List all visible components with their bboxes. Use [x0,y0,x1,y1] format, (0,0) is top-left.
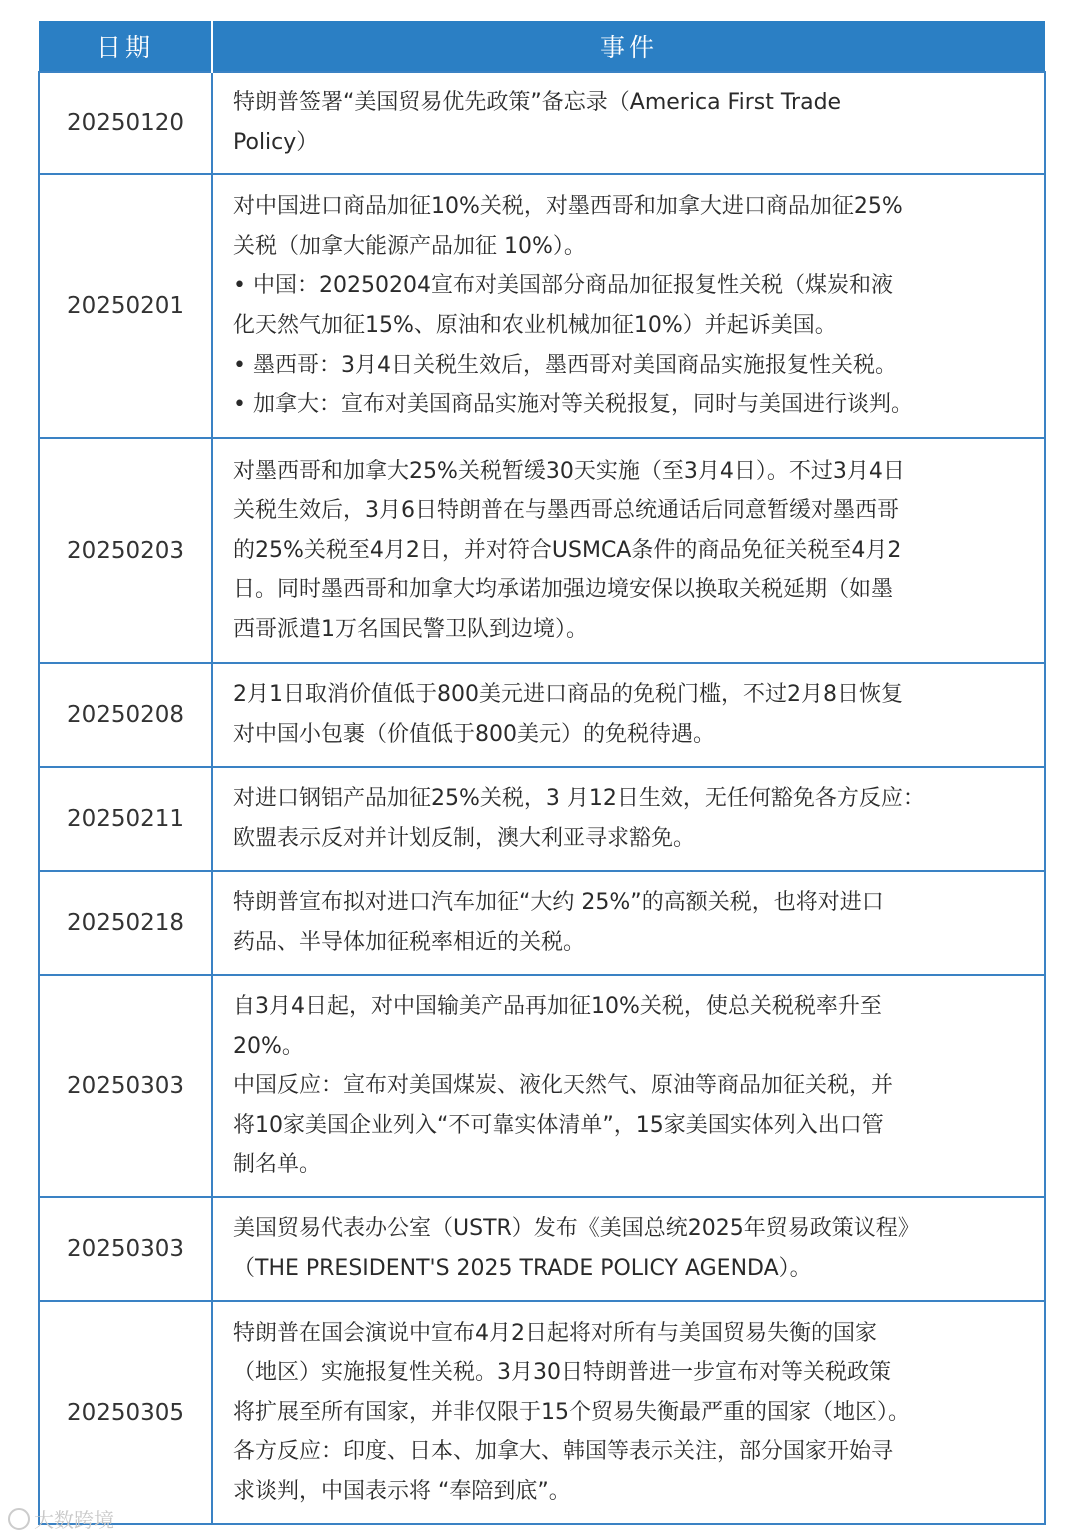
event-line: 自3月4日起，对中国输美产品再加征10%关税，使总关税税率升至 [233,994,882,1020]
event-line: 制名单。 [233,1152,322,1178]
event-line: 欧盟表示反对并计划反制，澳大利亚寻求豁免。 [233,826,696,851]
event-line: 特朗普宣布拟对进口汽车加征“大约 25%”的高额关税，也将对进口 [233,890,884,916]
event-line: 特朗普在国会演说中宣布4月2日起将对所有与美国贸易失衡的国家 [233,1320,877,1346]
event-line: 关税生效后，3月6日特朗普在与墨西哥总统通话后同意暂缓对墨西哥 [233,498,899,524]
row-event [212,975,1045,1197]
row-date: 20250208 [39,663,212,767]
event-line: 对进口钢铝产品加征25%关税，3 月12日生效，无任何豁免各方反应： [233,786,925,812]
event-column-header: 事件 [212,21,1045,72]
event-line: （地区）实施报复性关税。3月30日特朗普进一步宣布对等关税政策 [233,1360,891,1386]
table-row [39,871,1045,975]
row-event [212,438,1045,663]
row-date: 20250303 [39,975,212,1197]
row-date: 20250303 [39,1197,212,1301]
event-line: 将10家美国企业列入“不可靠实体清单”，15家美国实体列入出口管 [233,1112,884,1138]
row-event [212,871,1045,975]
row-event [212,174,1045,438]
event-line: 20%。 [233,1033,304,1059]
event-line: • 墨西哥：3月4日关税生效后，墨西哥对美国商品实施报复性关税。 [233,352,897,378]
row-date: 20250120 [39,72,212,174]
event-line: 药品、半导体加征税率相近的关税。 [233,930,586,955]
row-event [212,72,1045,174]
row-date: 20250211 [39,767,212,871]
event-line: 美国贸易代表办公室（USTR）发布《美国总统2025年贸易政策议程》 [233,1216,920,1242]
table-row [39,174,1045,438]
event-line: 对墨西哥和加拿大25%关税暂缓30天实施（至3月4日）。不过3月4日 [233,458,905,484]
events-table [38,21,1046,1525]
event-line: • 加拿大：宣布对美国商品实施对等关税报复，同时与美国进行谈判。 [233,392,913,418]
event-line: 对中国进口商品加征10%关税，对墨西哥和加拿大进口商品加征25% [233,194,903,220]
row-date: 20250218 [39,871,212,975]
event-line: 对中国小包裹（价值低于800美元）的免税待遇。 [233,722,715,747]
watermark-text: 大数跨境 [34,1508,114,1532]
date-column-header: 日期 [39,21,212,72]
event-line: 2月1日取消价值低于800美元进口商品的免税门槛，不过2月8日恢复 [233,682,903,708]
table-row [39,767,1045,871]
row-event [212,663,1045,767]
event-line: （THE PRESIDENT'S 2025 TRADE POLICY AGENDA）。 [233,1256,812,1281]
row-event [212,1301,1045,1524]
table-row [39,663,1045,767]
table-body [39,72,1045,1524]
event-line: 求谈判，中国表示将 “奉陪到底”。 [233,1478,571,1504]
table-row [39,1301,1045,1524]
table-row [39,975,1045,1197]
event-line: 关税（加拿大能源产品加征 10%）。 [233,233,586,259]
table-header-row [39,21,1045,72]
event-line: 西哥派遣1万名国民警卫队到边境）。 [233,616,588,642]
table-row [39,72,1045,174]
table-row [39,1197,1045,1301]
row-date: 20250203 [39,438,212,663]
event-line: 日。同时墨西哥和加拿大均承诺加强边境安保以换取关税延期（如墨 [233,577,894,603]
event-line: 的25%关税至4月2日，并对符合USMCA条件的商品免征关税至4月2 [233,537,902,563]
event-line: • 中国：20250204宣布对美国部分商品加征报复性关税（煤炭和液 [233,273,893,299]
watermark [8,1504,114,1533]
row-date: 20250201 [39,174,212,438]
watermark-logo-icon [8,1508,30,1530]
event-line: 将扩展至所有国家，并非仅限于15个贸易失衡最严重的国家（地区）。 [233,1399,910,1425]
event-line: 中国反应：宣布对美国煤炭、液化天然气、原油等商品加征关税，并 [233,1073,894,1099]
event-line: 特朗普签署“美国贸易优先政策”备忘录（America First Trade [233,90,842,116]
row-event [212,1197,1045,1301]
table-row [39,438,1045,663]
event-line: 化天然气加征15%、原油和农业机械加征10%）并起诉美国。 [233,313,837,338]
row-event [212,767,1045,871]
row-date: 20250305 [39,1301,212,1524]
event-line: 各方反应：印度、日本、加拿大、韩国等表示关注，部分国家开始寻 [233,1439,894,1465]
event-line: Policy） [233,130,319,155]
